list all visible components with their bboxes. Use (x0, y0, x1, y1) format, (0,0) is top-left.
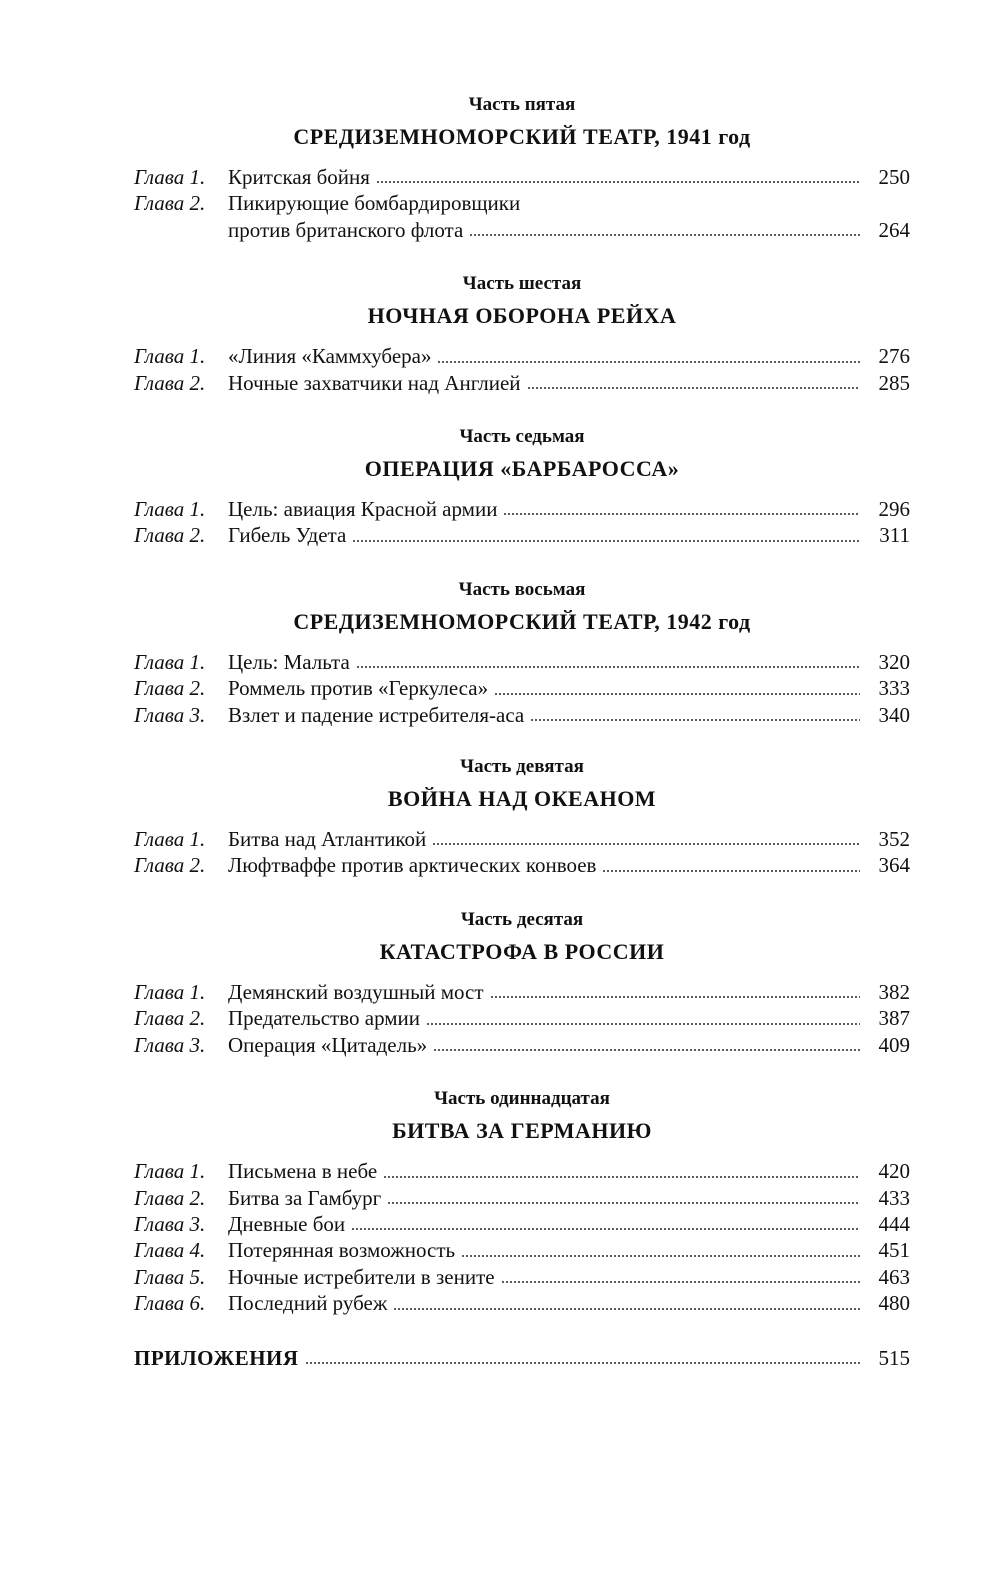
chapter-title: Цель: авиация Красной армии (228, 497, 498, 522)
page-number: 463 (878, 1264, 910, 1289)
chapter-number: Глава 1. (134, 344, 206, 369)
toc-entry[interactable] (134, 1290, 910, 1316)
toc-entry[interactable] (134, 164, 910, 190)
chapter-number: Глава 2. (134, 853, 206, 878)
toc-entry[interactable] (134, 852, 910, 878)
toc-entry[interactable] (134, 702, 910, 728)
part-label: Часть шестая (462, 273, 582, 295)
chapter-title: Потерянная возможность (228, 1238, 456, 1263)
chapter-title: Письмена в небе (228, 1159, 378, 1184)
chapter-number: Глава 1. (134, 979, 206, 1004)
page-number: 333 (878, 676, 910, 701)
dot-leader (501, 1280, 860, 1284)
chapter-list (134, 1158, 910, 1316)
dot-leader (494, 692, 860, 696)
chapter-number: Глава 2. (134, 191, 206, 216)
part-label: Часть седьмая (459, 426, 585, 448)
toc-entry[interactable] (134, 1185, 910, 1211)
page-number: 515 (878, 1345, 910, 1370)
chapter-number: Глава 2. (134, 1006, 206, 1031)
chapter-number: Глава 2. (134, 370, 206, 395)
page-number: 250 (878, 165, 910, 189)
chapter-title: Битва над Атлантикой (228, 827, 427, 852)
section-spacer (134, 396, 910, 424)
dot-leader (490, 995, 860, 999)
chapter-number: Глава 1. (134, 497, 206, 522)
page-number: 409 (878, 1032, 910, 1057)
chapter-number: Глава 2. (134, 676, 206, 701)
chapter-title: Ночные истребители в зените (228, 1264, 495, 1289)
chapter-title: «Линия «Каммхубера» (228, 344, 432, 369)
chapter-title: Последний рубеж (228, 1291, 388, 1316)
dot-leader (351, 1227, 860, 1231)
dot-leader (461, 1254, 860, 1258)
part-title: БИТВА ЗА ГЕРМАНИЮ (392, 1118, 652, 1144)
part-label: Часть одиннадцатая (434, 1088, 610, 1110)
toc-part (134, 424, 910, 549)
part-label: Часть десятая (460, 908, 584, 930)
chapter-number: Глава 2. (134, 523, 206, 548)
section-spacer (134, 728, 910, 754)
section-spacer (134, 243, 910, 271)
chapter-title: Роммель против «Геркулеса» (228, 676, 489, 701)
page-number: 433 (878, 1185, 910, 1210)
chapter-title: Ночные захватчики над Англией (228, 370, 521, 395)
chapter-number: Глава 5. (134, 1264, 206, 1289)
dot-leader (503, 512, 860, 516)
chapter-number: Глава 3. (134, 1032, 206, 1057)
dot-leader (356, 665, 860, 669)
page-number: 352 (878, 827, 910, 852)
chapter-list (134, 343, 910, 396)
section-spacer (134, 879, 910, 907)
toc-part (134, 271, 910, 396)
page-number: 420 (878, 1159, 910, 1184)
chapter-list (134, 649, 910, 728)
page-number: 276 (878, 344, 910, 369)
page-number: 444 (878, 1211, 910, 1236)
dot-leader (376, 180, 860, 184)
page-number: 451 (878, 1238, 910, 1263)
appendix-title: ПРИЛОЖЕНИЯ (134, 1345, 299, 1370)
chapter-title: Взлет и падение истребителя-аса (228, 702, 525, 727)
toc-part (134, 577, 910, 728)
dot-leader (432, 842, 860, 846)
part-title: СРЕДИЗЕМНОМОРСКИЙ ТЕАТР, 1941 год (293, 124, 751, 149)
section-spacer (134, 1058, 910, 1086)
toc-entry[interactable] (134, 675, 910, 701)
toc-entry[interactable] (134, 1237, 910, 1263)
dot-leader (426, 1022, 860, 1026)
chapter-number: Глава 1. (134, 165, 206, 189)
dot-leader (530, 718, 860, 722)
dot-leader (387, 1201, 860, 1205)
chapter-title: Дневные бои (228, 1211, 346, 1236)
dot-leader (305, 1361, 860, 1365)
chapter-number: Глава 1. (134, 827, 206, 852)
chapter-title: Гибель Удета (228, 523, 347, 548)
toc-entry[interactable] (134, 979, 910, 1005)
chapter-number: Глава 1. (134, 1159, 206, 1184)
part-title: КАТАСТРОФА В РОССИИ (379, 938, 665, 964)
part-label: Часть девятая (460, 756, 584, 778)
chapter-title: Битва за Гамбург (228, 1185, 382, 1210)
toc-entry[interactable] (134, 496, 910, 522)
toc-entry[interactable] (134, 343, 910, 369)
dot-leader (437, 360, 860, 364)
chapter-list (134, 496, 910, 549)
toc-entry[interactable] (134, 1005, 910, 1031)
toc-entry-continuation[interactable] (134, 217, 910, 243)
toc-entry[interactable] (134, 1032, 910, 1058)
chapter-list (134, 979, 910, 1058)
chapter-title: Предательство армии (228, 1006, 421, 1031)
chapter-list (134, 826, 910, 879)
chapter-number: Глава 1. (134, 649, 206, 674)
page-number: 311 (879, 523, 910, 548)
chapter-title: Демянский воздушный мост (228, 979, 484, 1004)
page-number: 285 (878, 370, 910, 395)
dot-leader (469, 233, 860, 237)
part-title: СРЕДИЗЕМНОМОРСКИЙ ТЕАТР, 1942 год (293, 608, 751, 634)
toc-entry[interactable] (134, 1211, 910, 1237)
page-number: 382 (878, 979, 910, 1004)
toc-entry[interactable] (134, 190, 910, 216)
page-number: 480 (878, 1291, 910, 1316)
chapter-title: Пикирующие бомбардировщики (228, 191, 521, 216)
dot-leader (433, 1048, 860, 1052)
page-number: 264 (878, 217, 910, 242)
section-spacer (134, 549, 910, 577)
toc-part (134, 92, 910, 243)
chapter-title: Цель: Мальта (228, 649, 350, 674)
chapter-number: Глава 2. (134, 1185, 206, 1210)
chapter-number: Глава 4. (134, 1238, 206, 1263)
part-label: Часть восьмая (458, 578, 586, 600)
dot-leader (527, 386, 860, 390)
chapter-title: Критская бойня (228, 165, 370, 189)
page-number: 296 (878, 497, 910, 522)
page-number: 340 (878, 702, 910, 727)
chapter-number: Глава 3. (134, 1211, 206, 1236)
dot-leader (352, 539, 860, 543)
toc-part (134, 1086, 910, 1316)
chapter-title: Люфтваффе против арктических конвоев (228, 853, 597, 878)
toc-entry[interactable] (134, 522, 910, 548)
toc-entry[interactable] (134, 649, 910, 675)
toc-entry[interactable] (134, 1158, 910, 1184)
toc-part (134, 754, 910, 879)
toc-entry[interactable] (134, 370, 910, 396)
chapter-list (134, 164, 910, 243)
part-title: ВОЙНА НАД ОКЕАНОМ (387, 786, 657, 812)
chapter-title-continued: против британского флота (228, 217, 464, 242)
toc-appendix[interactable] (134, 1345, 910, 1371)
toc-entry[interactable] (134, 1264, 910, 1290)
part-title: НОЧНАЯ ОБОРОНА РЕЙХА (367, 303, 677, 329)
page-number: 364 (878, 853, 910, 878)
part-label: Часть пятая (468, 94, 576, 115)
toc-part (134, 907, 910, 1058)
page-number: 387 (878, 1006, 910, 1031)
chapter-number: Глава 6. (134, 1291, 206, 1316)
part-title: ОПЕРАЦИЯ «БАРБАРОССА» (364, 456, 680, 482)
dot-leader (393, 1307, 860, 1311)
chapter-number: Глава 3. (134, 702, 206, 727)
chapter-title: Операция «Цитадель» (228, 1032, 428, 1057)
dot-leader (383, 1175, 860, 1179)
table-of-contents (134, 92, 910, 1371)
dot-leader (602, 869, 860, 873)
toc-entry[interactable] (134, 826, 910, 852)
page-number: 320 (878, 649, 910, 674)
